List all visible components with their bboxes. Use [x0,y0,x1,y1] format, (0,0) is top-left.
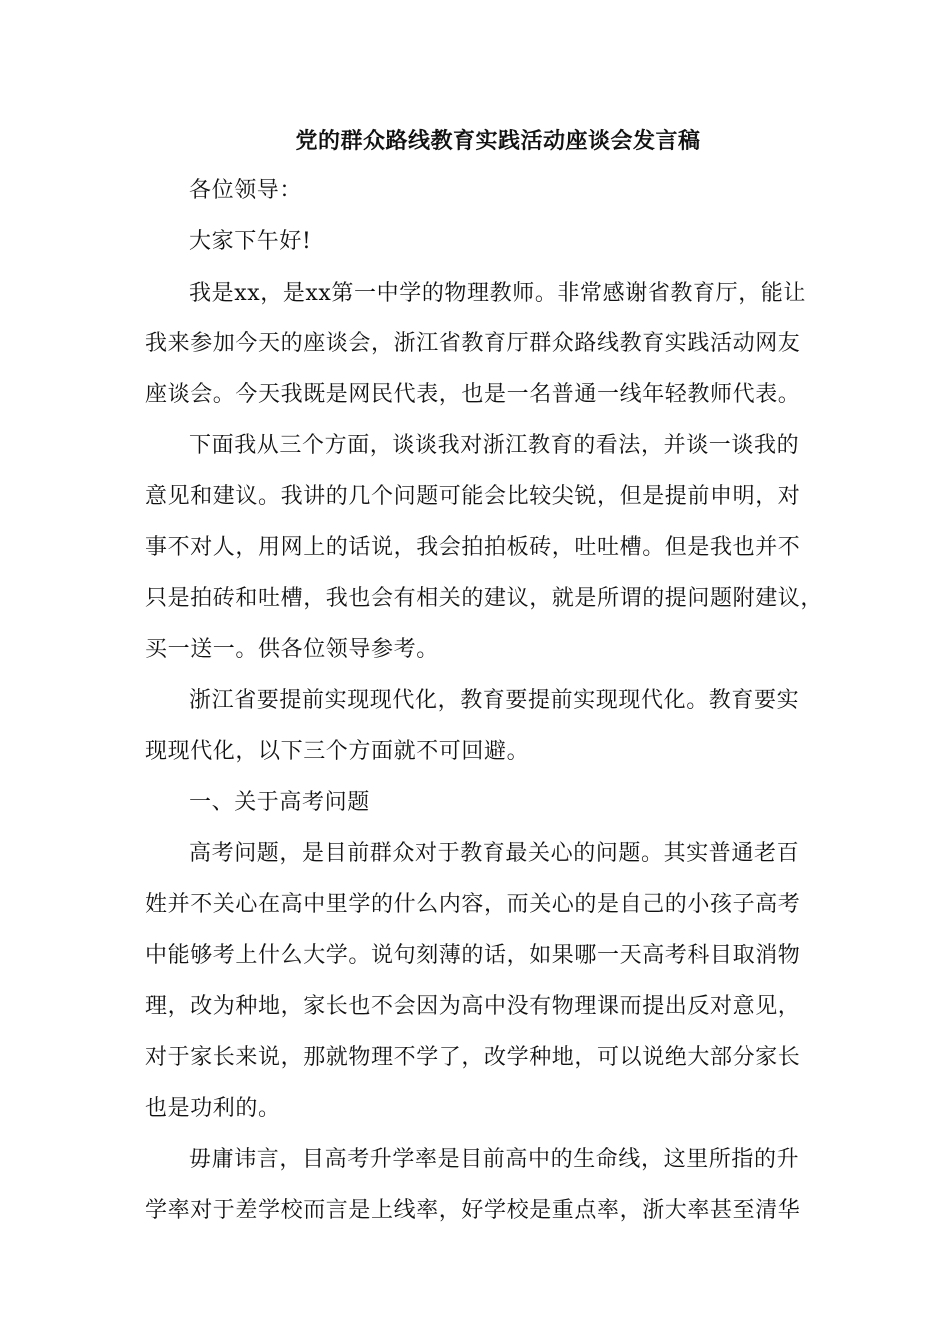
paragraph-line: 大家下午好! [189,229,312,254]
paragraph-line: 理，改为种地，家长也不会因为高中没有物理课而提出反对意见， [145,994,801,1019]
paragraph-line: 只是拍砖和吐槽，我也会有相关的建议，就是所谓的提问题附建议， [145,586,824,611]
paragraph-line: 毋庸讳言，目高考升学率是目前高中的生命线，这里所指的升 [189,1147,800,1172]
paragraph-line: 姓并不关心在高中里学的什么内容，而关心的是自己的小孩子高考 [145,892,801,917]
paragraph-line: 各位领导： [189,178,303,203]
paragraph-line: 座谈会。今天我既是网民代表，也是一名普通一线年轻教师代表。 [145,382,801,407]
paragraph-line: 也是功利的。 [145,1096,281,1121]
paragraph-line: 我来参加今天的座谈会，浙江省教育厅群众路线教育实践活动网友 [145,331,801,356]
document-title: 党的群众路线教育实践活动座谈会发言稿 [295,128,701,154]
section-heading: 一、关于高考问题 [189,790,370,815]
paragraph-line: 中能够考上什么大学。说句刻薄的话，如果哪一天高考科目取消物 [145,943,801,968]
paragraph-line: 我是xx，是xx第一中学的物理教师。非常感谢省教育厅，能让 [189,281,807,306]
paragraph-line: 浙江省要提前实现现代化，教育要提前实现现代化。教育要实 [189,688,800,713]
paragraph-line: 现现代化，以下三个方面就不可回避。 [145,739,530,764]
paragraph-line: 意见和建议。我讲的几个问题可能会比较尖锐，但是提前申明，对 [145,484,801,509]
paragraph-line: 事不对人，用网上的话说，我会拍拍板砖，吐吐槽。但是我也并不 [145,535,801,560]
paragraph-line: 学率对于差学校而言是上线率，好学校是重点率，浙大率甚至清华 [145,1198,801,1223]
paragraph-line: 高考问题，是目前群众对于教育最关心的问题。其实普通老百 [189,841,800,866]
paragraph-line: 买一送一。供各位领导参考。 [145,637,439,662]
paragraph-line: 下面我从三个方面，谈谈我对浙江教育的看法，并谈一谈我的 [189,433,800,458]
paragraph-line: 对于家长来说，那就物理不学了，改学种地，可以说绝大部分家长 [145,1045,801,1070]
